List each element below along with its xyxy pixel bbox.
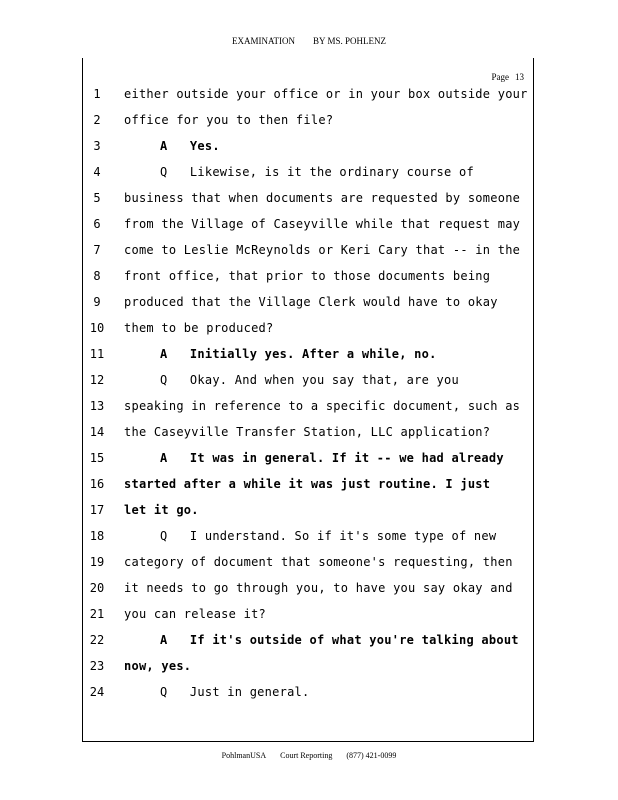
footer-phone: (877) 421-0099 xyxy=(346,751,397,760)
line-number: 16 xyxy=(89,477,105,491)
line-text: A If it's outside of what you're talking about xyxy=(160,633,519,647)
transcript-line xyxy=(0,321,618,347)
line-text: you can release it? xyxy=(124,607,267,621)
line-text: produced that the Village Clerk would have to okay xyxy=(124,295,498,309)
header-examination: EXAMINATION xyxy=(232,36,296,46)
line-number: 10 xyxy=(89,321,105,335)
line-text: now, yes. xyxy=(124,659,192,673)
line-text: speaking in reference to a specific document, such as xyxy=(124,399,521,413)
transcript-line xyxy=(0,347,618,373)
line-number: 5 xyxy=(93,191,101,205)
line-number: 4 xyxy=(93,165,101,179)
footer-service: Court Reporting xyxy=(280,751,333,760)
line-number: 3 xyxy=(93,139,101,153)
footer-company: PohlmanUSA xyxy=(221,751,267,760)
line-text: front office, that prior to those documents being xyxy=(124,269,491,283)
line-number: 19 xyxy=(89,555,105,569)
transcript-line xyxy=(0,295,618,321)
line-text: A It was in general. If it -- we had already xyxy=(160,451,504,465)
line-number: 23 xyxy=(89,659,105,673)
line-number: 21 xyxy=(89,607,105,621)
transcript-line xyxy=(0,581,618,607)
line-number: 13 xyxy=(89,399,105,413)
transcript-line xyxy=(0,529,618,555)
line-text: them to be produced? xyxy=(124,321,274,335)
line-number: 18 xyxy=(89,529,105,543)
page-footer xyxy=(0,751,618,760)
line-text: either outside your office or in your box outside your xyxy=(124,87,528,101)
transcript-line xyxy=(0,165,618,191)
line-text: Q Okay. And when you say that, are you xyxy=(160,373,459,387)
transcript-line xyxy=(0,373,618,399)
line-text: Q I understand. So if it's some type of new xyxy=(160,529,497,543)
line-text: office for you to then file? xyxy=(124,113,334,127)
transcript-line xyxy=(0,633,618,659)
line-text: A Yes. xyxy=(160,139,220,153)
line-number: 9 xyxy=(93,295,101,309)
line-text: the Caseyville Transfer Station, LLC application? xyxy=(124,425,491,439)
transcript-line xyxy=(0,503,618,529)
header-examiner: BY MS. POHLENZ xyxy=(313,36,386,46)
line-number: 14 xyxy=(89,425,105,439)
line-number: 2 xyxy=(93,113,101,127)
transcript-line xyxy=(0,607,618,633)
line-number: 1 xyxy=(93,87,101,101)
line-text: A Initially yes. After a while, no. xyxy=(160,347,437,361)
transcript-line xyxy=(0,477,618,503)
page-header xyxy=(0,36,618,46)
line-text: it needs to go through you, to have you say okay and xyxy=(124,581,513,595)
transcript-line xyxy=(0,555,618,581)
line-text: category of document that someone's requesting, then xyxy=(124,555,513,569)
page-number xyxy=(480,72,524,82)
transcript-line xyxy=(0,425,618,451)
line-number: 8 xyxy=(93,269,101,283)
line-number: 22 xyxy=(89,633,105,647)
transcript-line xyxy=(0,217,618,243)
page-number-value: 13 xyxy=(515,72,524,82)
line-number: 24 xyxy=(89,685,105,699)
line-number: 11 xyxy=(89,347,105,361)
transcript-line xyxy=(0,139,618,165)
transcript-line xyxy=(0,659,618,685)
line-number: 7 xyxy=(93,243,101,257)
transcript-line xyxy=(0,87,618,113)
transcript-line xyxy=(0,113,618,139)
line-text: come to Leslie McReynolds or Keri Cary that -- in the xyxy=(124,243,521,257)
line-text: Q Just in general. xyxy=(160,685,310,699)
line-number: 15 xyxy=(89,451,105,465)
transcript-line xyxy=(0,451,618,477)
line-text: started after a while it was just routine. I just xyxy=(124,477,491,491)
line-text: from the Village of Caseyville while that request may xyxy=(124,217,521,231)
transcript-line xyxy=(0,191,618,217)
line-number: 17 xyxy=(89,503,105,517)
line-number: 6 xyxy=(93,217,101,231)
transcript-line xyxy=(0,243,618,269)
line-text: Q Likewise, is it the ordinary course of xyxy=(160,165,474,179)
transcript-line xyxy=(0,399,618,425)
transcript-line xyxy=(0,269,618,295)
line-text: business that when documents are requested by someone xyxy=(124,191,521,205)
line-number: 12 xyxy=(89,373,105,387)
line-text: let it go. xyxy=(124,503,199,517)
page-label: Page xyxy=(491,72,509,82)
transcript-line xyxy=(0,685,618,711)
line-number: 20 xyxy=(89,581,105,595)
